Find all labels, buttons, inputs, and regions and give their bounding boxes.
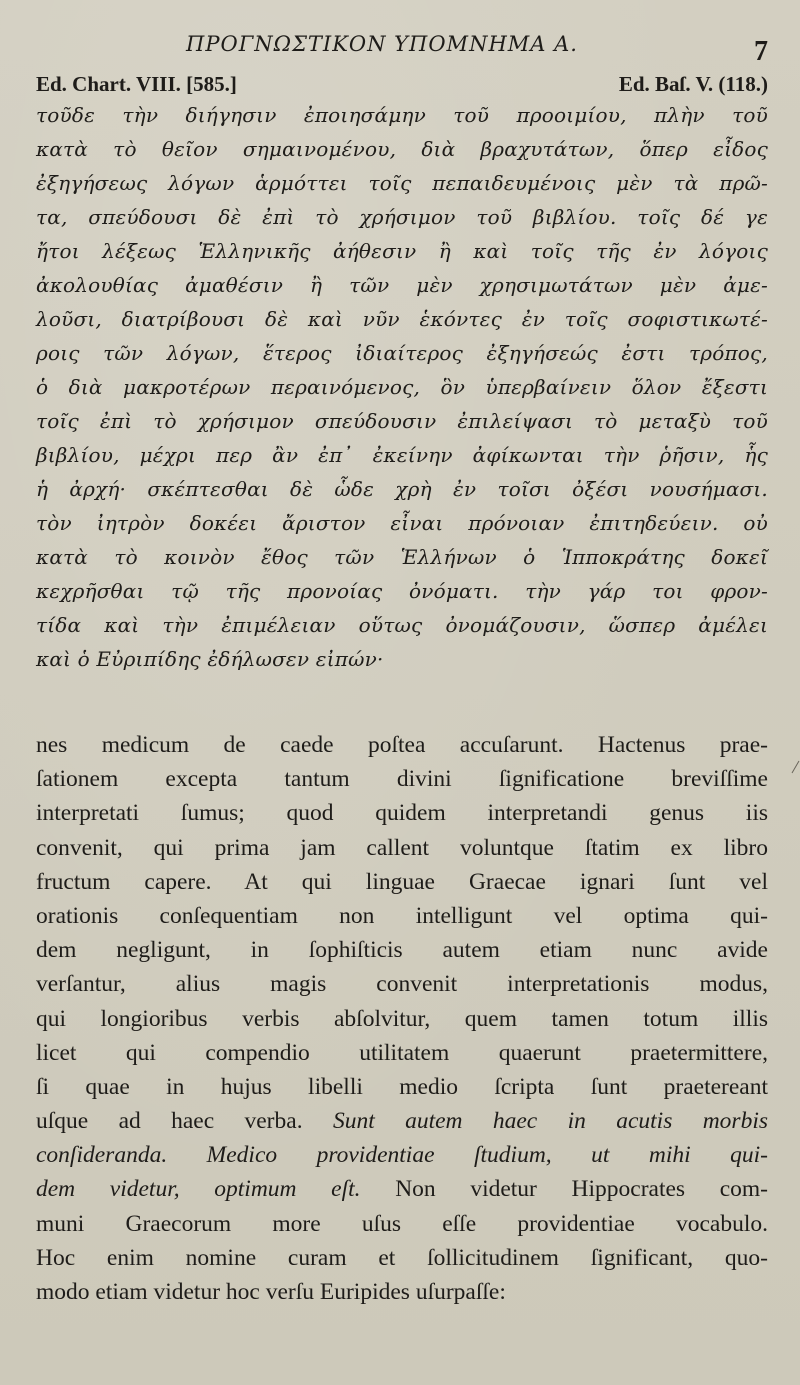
greek-line: ἤτοι λέξεως Ἑλληνικῆς ἀήθεσιν ἢ καὶ τοῖς τῆς ἐν λόγοις bbox=[36, 239, 768, 263]
greek-line: λοῦσι, διατρίβουσι δὲ καὶ νῦν ἑκόντες ἐν τοῖς σοφιστικωτέ- bbox=[36, 307, 768, 331]
running-head bbox=[36, 28, 768, 68]
edition-reference-right: Ed. Baſ. V. (118.) bbox=[618, 72, 768, 96]
greek-line: τα, σπεύδουσι δὲ ἐπὶ τὸ χρήσιμον τοῦ βιβλίου. τοῖς δέ γε bbox=[36, 205, 768, 229]
greek-line: βιβλίου, μέχρι περ ἂν ἐπ᾽ ἐκείνην ἀφίκωνται τὴν ῥῆσιν, ἧς bbox=[36, 443, 768, 467]
greek-text-block bbox=[36, 98, 768, 676]
latin-text-segment: uſque ad haec verba. bbox=[36, 1108, 303, 1135]
edition-reference-left: Ed. Chart. VIII. [585.] bbox=[36, 72, 237, 96]
latin-line: modo etiam videtur hoc verſu Euripides uſurpaſſe: bbox=[36, 1279, 506, 1305]
latin-line: Hoc enim nomine curam et ſollicitudinem ſignificant, quo- bbox=[36, 1244, 768, 1271]
greek-line: ροις τῶν λόγων, ἕτερος ἰδιαίτερος ἐξηγήσεώς ἐστι τρόπος, bbox=[36, 341, 768, 365]
latin-text-block bbox=[36, 728, 768, 1309]
greek-line: καὶ ὁ Εὐριπίδης ἐδήλωσεν εἰπών· bbox=[36, 647, 384, 671]
greek-line: ἐξηγήσεως λόγων ἁρμόττει τοῖς πεπαιδευμένοις μὲν τὰ πρῶ- bbox=[36, 171, 768, 195]
greek-line: κατὰ τὸ κοινὸν ἔθος τῶν Ἑλλήνων ὁ Ἱπποκράτης δοκεῖ bbox=[36, 545, 768, 569]
latin-line: licet qui compendio utilitatem quaerunt praetermittere, bbox=[36, 1039, 768, 1066]
quoted-aphorism: Sunt autem haec in acutis morbis bbox=[332, 1108, 768, 1135]
page-number: 7 bbox=[754, 36, 768, 67]
greek-line: τίδα καὶ τὴν ἐπιμέλειαν οὕτως ὀνομάζουσιν, ὥσπερ ἀμέλει bbox=[36, 613, 768, 637]
quoted-aphorism: conſideranda. Medico providentiae ſtudium, ut mihi qui- bbox=[36, 1142, 768, 1169]
greek-line: ἀκολουθίας ἀμαθέσιν ἢ τῶν μὲν χρησιμωτάτων μὲν ἀμε- bbox=[36, 273, 768, 297]
latin-line: convenit, qui prima jam callent voluntque ſtatim ex libro bbox=[36, 834, 768, 861]
edition-reference-line bbox=[36, 70, 768, 98]
greek-line: τοῦδε τὴν διήγησιν ἐποιησάμην τοῦ προοιμίου, πλὴν τοῦ bbox=[36, 103, 768, 127]
greek-line: κατὰ τὸ θεῖον σημαινομένου, διὰ βραχυτάτων, ὅπερ εἶδος bbox=[36, 137, 768, 161]
greek-line: τοῖς ἐπὶ τὸ χρήσιμον σπεύδουσιν ἐπιλείψασι τὸ μεταξὺ τοῦ bbox=[36, 409, 768, 433]
greek-line: τὸν ἰητρὸν δοκέει ἄριστον εἶναι πρόνοιαν ἐπιτηδεύειν. οὐ bbox=[36, 511, 768, 535]
latin-line: fructum capere. At qui linguae Graecae ignari ſunt vel bbox=[36, 868, 768, 895]
latin-line: orationis conſequentiam non intelligunt vel optima qui- bbox=[36, 902, 768, 929]
latin-line: dem negligunt, in ſophiſticis autem etiam nunc avide bbox=[36, 937, 768, 964]
margin-pencil-mark bbox=[792, 761, 800, 774]
latin-line bbox=[36, 1172, 768, 1206]
quoted-aphorism: dem videtur, optimum eſt. bbox=[36, 1176, 361, 1203]
latin-line: interpretati ſumus; quod quidem interpretandi genus iis bbox=[36, 800, 768, 827]
latin-line: nes medicum de caede poſtea accuſarunt. Hactenus prae- bbox=[36, 732, 768, 758]
running-title: ΠΡΟΓΝΩΣΤΙΚΟΝ ΥΠΟΜΝΗΜΑ Α. bbox=[186, 32, 578, 56]
latin-line bbox=[36, 1138, 768, 1172]
greek-line: κεχρῆσθαι τῷ τῆς προνοίας ὀνόματι. τὴν γάρ τοι φρον- bbox=[36, 579, 768, 603]
latin-line bbox=[36, 1104, 768, 1138]
greek-line: ἡ ἀρχή· σκέπτεσθαι δὲ ὧδε χρὴ ἐν τοῖσι ὀξέσι νουσήμασι. bbox=[36, 477, 768, 501]
latin-text-segment: Non videtur Hippocrates com- bbox=[395, 1176, 768, 1203]
latin-line: qui longioribus verbis abſolvitur, quem tamen totum illis bbox=[36, 1005, 768, 1032]
latin-line: ſi quae in hujus libelli medio ſcripta ſunt praetereant bbox=[36, 1073, 768, 1100]
latin-line: verſantur, alius magis convenit interpretationis modus, bbox=[36, 971, 768, 998]
latin-line: ſationem excepta tantum divini ſignificatione breviſſime bbox=[36, 766, 768, 793]
greek-line: ὁ διὰ μακροτέρων περαινόμενος, ὃν ὑπερβαίνειν ὅλον ἔξεστι bbox=[36, 375, 768, 399]
latin-line: muni Graecorum more uſus eſſe providentiae vocabulo. bbox=[36, 1210, 768, 1237]
